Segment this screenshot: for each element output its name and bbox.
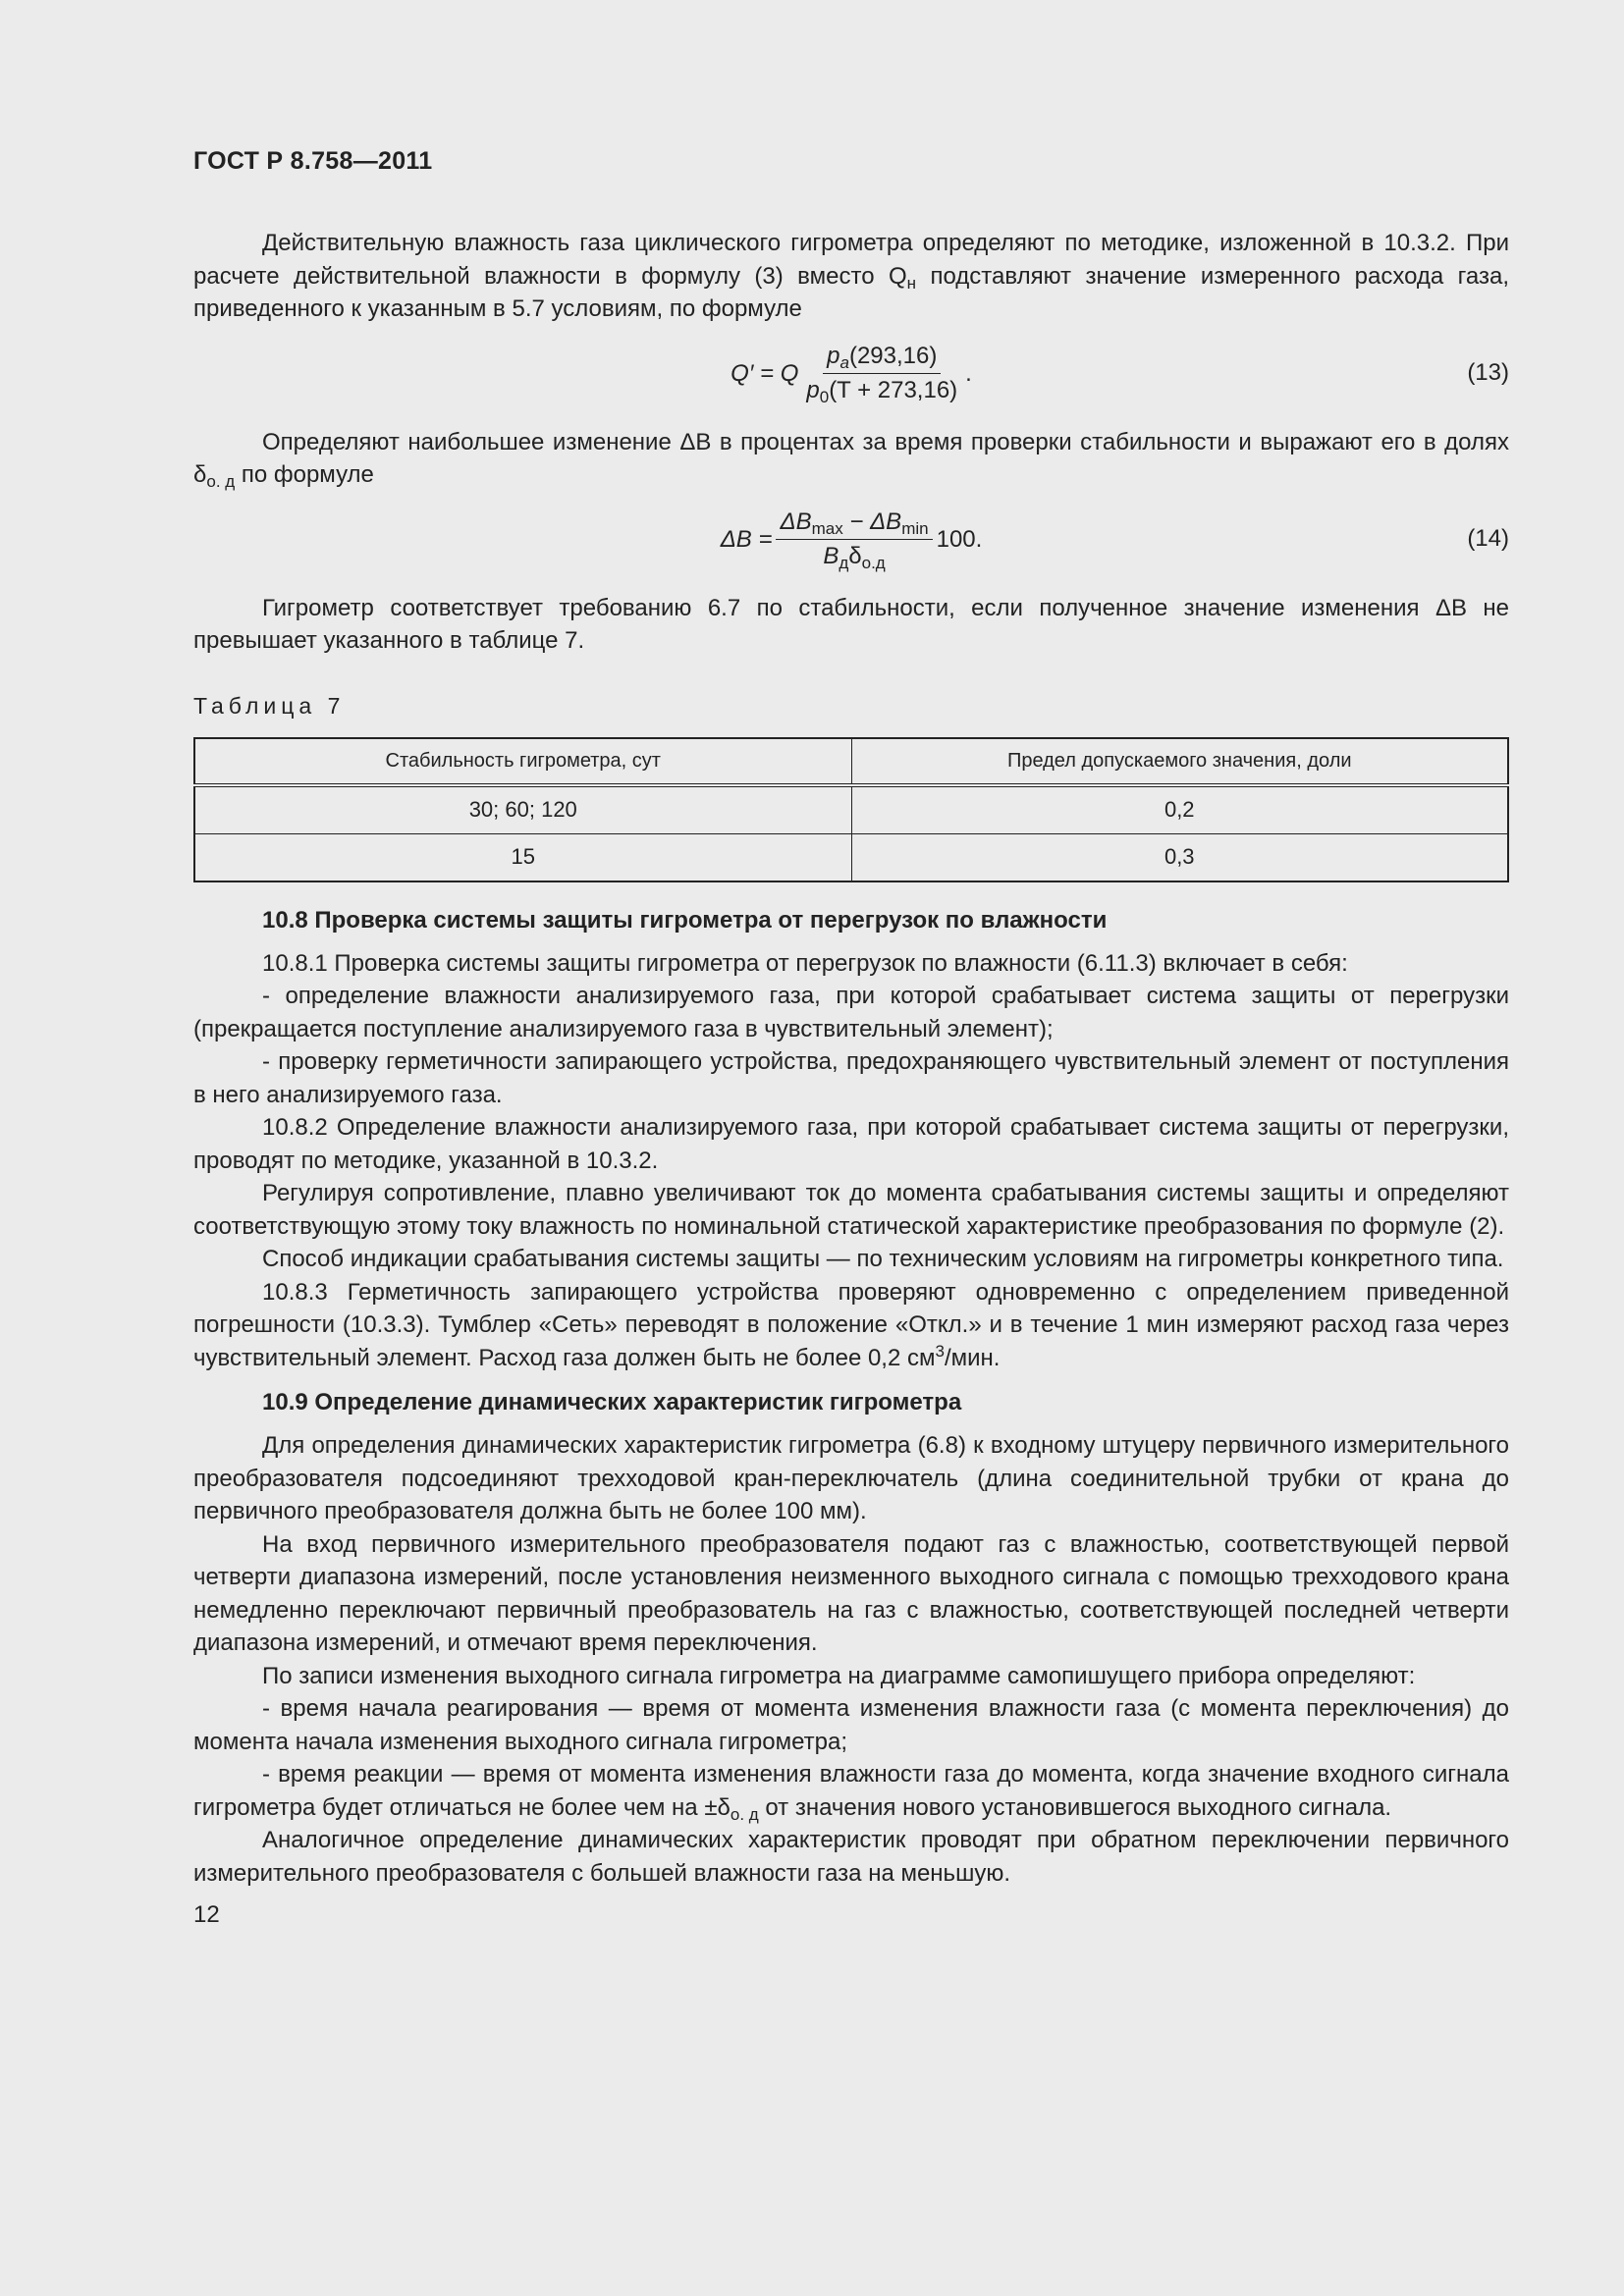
- stability-table: [193, 737, 1509, 882]
- paragraph-indication: Способ индикации срабатывания системы защиты — по техническим условиям на гигрометры конкретного типа.: [262, 1246, 1504, 1272]
- list-item: - время реакции — время от момента изменения влажности газа до момента, когда значение входного сигнала гигрометра будет отличаться не более чем на $\pm\delta_{о. д}$ от значения нового установившегося выходного сигнала.: [193, 1761, 1509, 1824]
- formula-14: [193, 498, 1509, 582]
- paragraph-stability-requirement: Гигрометр соответствует требованию 6.7 по стабильности, если полученное значение изменения ΔB не превышает указанного в таблице 7.: [193, 594, 1509, 654]
- paragraph-10-8-3: 10.8.3 Герметичность запирающего устройства проверяют одновременно с определением приведенной погрешности (10.3.3). Тумблер «Сеть» переводят в положение «Откл.» и в течение 1 мин измеряют расход газа через чувствительный элемент. Расход газа должен быть не более 0,2 $см^3$/мин.: [193, 1278, 1509, 1371]
- table-header-row: [194, 738, 1508, 785]
- formula-14-denominator: $B_д\delta_{о.д}$: [823, 543, 886, 572]
- list-item: - проверку герметичности запирающего устройства, предохраняющего чувствительный элемент от поступления в него анализируемого газа.: [193, 1048, 1509, 1108]
- document-id-header: ГОСТ Р 8.758—2011: [193, 147, 433, 175]
- formula-13-denominator: $p_0(T + 273,16)$: [806, 377, 958, 406]
- table-cell: 0,3: [851, 833, 1508, 881]
- section-heading-10-8: 10.8 Проверка системы защиты гигрометра от перегрузок по влажности: [262, 906, 1108, 934]
- paragraph-regulation: Регулируя сопротивление, плавно увеличивают ток до момента срабатывания системы защиты и определяют соответствующую этому току влажность по номинальной статической характеристике преобразования по формуле (2).: [193, 1180, 1509, 1240]
- formula-14-numerator: $\Delta B_{max} - \Delta B_{min}$: [776, 507, 932, 540]
- paragraph-10-9-record: По записи изменения выходного сигнала гигрометра на диаграмме самопишущего прибора определяют:: [262, 1662, 1416, 1689]
- formula-13-end: .: [965, 359, 972, 387]
- formula-13-lhs: Q′ = Q: [731, 359, 799, 387]
- formula-14-tail: 100.: [936, 525, 983, 553]
- table-header-cell: Предел допускаемого значения, доли: [851, 738, 1508, 785]
- list-item: - определение влажности анализируемого газа, при которой срабатывает система защиты от перегрузки (прекращается поступление анализируемого газа в чувствительный элемент);: [193, 983, 1509, 1042]
- formula-14-lhs: ΔB =: [720, 525, 773, 553]
- table-cell: 30; 60; 120: [194, 785, 851, 834]
- formula-14-body: [193, 498, 1509, 582]
- formula-14-number: (14): [1467, 524, 1509, 552]
- table-header-cell: Стабильность гигрометра, сут: [194, 738, 851, 785]
- paragraph-10-8-1: 10.8.1 Проверка системы защиты гигрометра от перегрузок по влажности (6.11.3) включает в себя:: [262, 949, 1348, 977]
- paragraph-max-change: Определяют наибольшее изменение ΔB в процентах за время проверки стабильности и выражают его в долях $\delta_{о. д}$ по формуле: [193, 428, 1509, 491]
- table-row: [194, 833, 1508, 881]
- paragraph-humidity-method: Действительную влажность газа циклического гигрометра определяют по методике, изложенной в 10.3.2. При расчете действительной влажности в формулу (3) вместо $Q_н$ подставляют значение измеренного расхода газа, приведенного к указанным в 5.7 условиям, по формуле: [193, 230, 1509, 322]
- paragraph-10-9-intro: Для определения динамических характеристик гигрометра (6.8) к входному штуцеру первичного измерительного преобразователя подсоединяют трехходовой кран-переключатель (длина соединительной трубки от крана до первичного преобразователя должна быть не более 100 мм).: [193, 1432, 1509, 1524]
- formula-13-body: [193, 332, 1509, 416]
- section-heading-10-9: 10.9 Определение динамических характеристик гигрометра: [262, 1389, 962, 1415]
- formula-14-fraction: [776, 507, 932, 571]
- paragraph-10-9-reverse: Аналогичное определение динамических характеристик проводят при обратном переключении первичного измерительного преобразователя с большей влажности газа на меньшую.: [193, 1827, 1509, 1887]
- list-item: - время начала реагирования — время от момента изменения влажности газа (с момента переключения) до момента начала изменения выходного сигнала гигрометра;: [193, 1695, 1509, 1755]
- formula-13-numerator: $p_a(293,16)$: [823, 342, 941, 374]
- page-number: 12: [193, 1901, 220, 1928]
- table-cell: 15: [194, 833, 851, 881]
- paragraph-10-9-input: На вход первичного измерительного преобразователя подают газ с влажностью, соответствующей первой четверти диапазона измерений, после установления неизменного выходного сигнала с помощью трехходового крана немедленно переключают первичный преобразователь на газ с влажностью, соответствующей последней четверти диапазона измерений, и отмечают время переключения.: [193, 1530, 1509, 1656]
- paragraph-10-8-2: 10.8.2 Определение влажности анализируемого газа, при которой срабатывает система защиты от перегрузки, проводят по методике, указанной в 10.3.2.: [193, 1114, 1509, 1174]
- formula-13-number: (13): [1467, 358, 1509, 386]
- table-row: [194, 785, 1508, 834]
- table-cell: 0,2: [851, 785, 1508, 834]
- formula-13-fraction: [802, 342, 961, 405]
- document-page: [193, 147, 1509, 1929]
- formula-13: [193, 332, 1509, 416]
- table-caption: Таблица 7: [193, 692, 346, 719]
